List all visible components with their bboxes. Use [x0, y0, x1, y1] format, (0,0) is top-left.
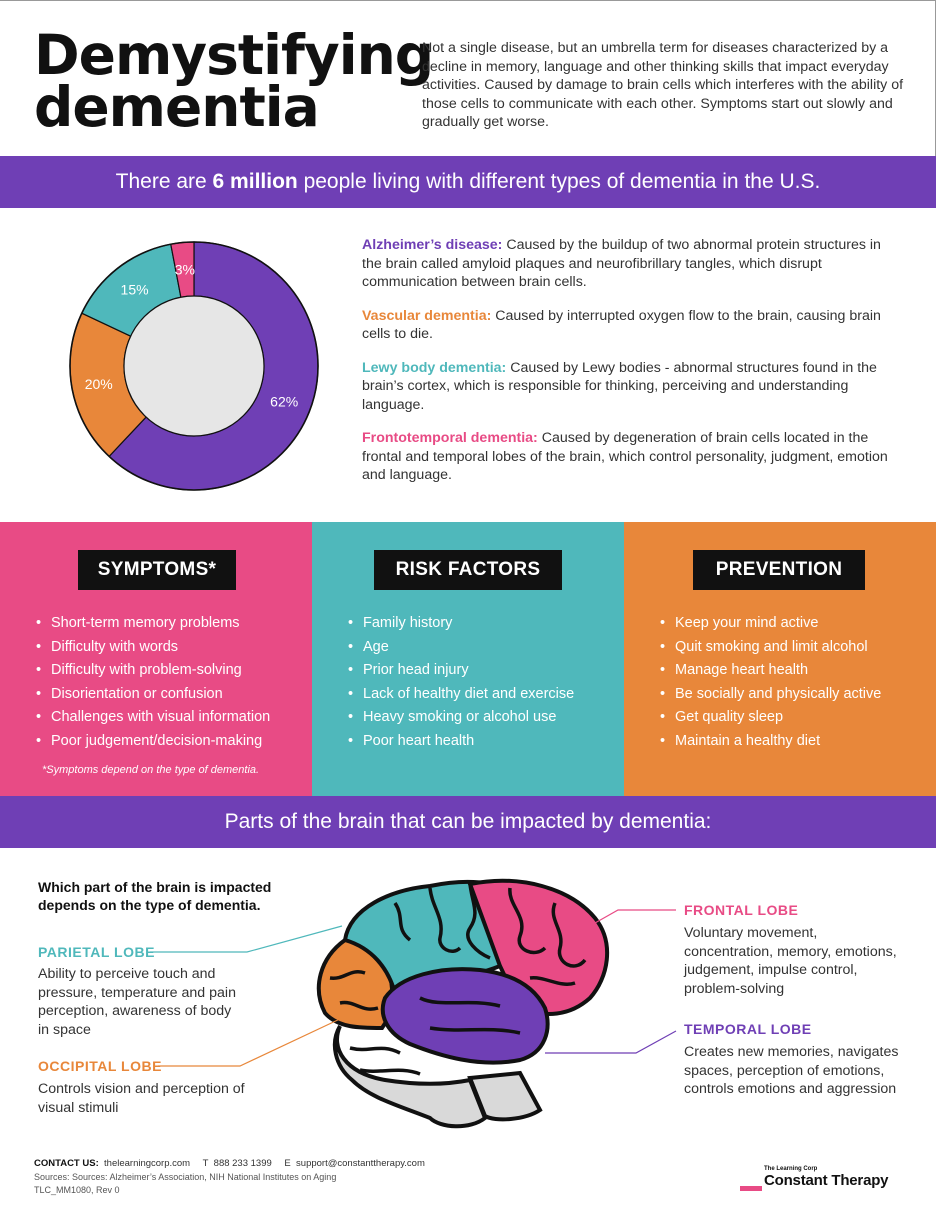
banner-prefix: There are — [115, 170, 213, 193]
title-line-1: Demystifying — [34, 23, 434, 87]
dementia-type-term: Frontotemporal dementia: — [362, 430, 538, 446]
dementia-type-item — [362, 236, 892, 292]
page-title — [34, 23, 434, 139]
prevention-item: • Be socially and physically active — [660, 683, 881, 707]
temporal-lobe-title: TEMPORAL LOBE — [684, 1021, 812, 1037]
symptom-item: • Poor judgement/decision-making — [36, 730, 270, 754]
prevention-item: • Keep your mind active — [660, 612, 881, 636]
sources-text: Sources: Sources: Alzheimer’s Association, NIH National Institutes on Aging — [34, 1172, 337, 1182]
temporal-leader — [545, 1031, 676, 1053]
symptom-item: • Challenges with visual information — [36, 706, 270, 730]
prevention-item: • Quit smoking and limit alcohol — [660, 636, 881, 660]
dementia-type-term: Vascular dementia: — [362, 307, 492, 324]
symptoms-list — [36, 612, 270, 754]
occipital-lobe-title: OCCIPITAL LOBE — [38, 1058, 162, 1074]
donut-slice-label: 62% — [270, 393, 299, 410]
banner-suffix: people living with different types of dementia in the U.S. — [297, 170, 821, 193]
risk-factor-item: • Heavy smoking or alcohol use — [348, 706, 574, 730]
frontal-lobe-title: FRONTAL LOBE — [684, 902, 799, 918]
frontal-leader — [595, 910, 676, 923]
brand-name: Constant Therapy — [764, 1172, 889, 1189]
symptom-item: • Short-term memory problems — [36, 612, 270, 636]
frontal-lobe-text: Voluntary movement, concentration, memory, emotions, judgement, impulse control, problem-solving — [684, 925, 897, 997]
risk-factors-heading: RISK FACTORS — [374, 550, 562, 590]
donut-slice-label: 15% — [120, 281, 149, 298]
title-line-2: dementia — [34, 75, 319, 139]
dementia-type-description: Caused by the buildup of two abnormal protein structures in the brain called amyloid plaques and neurofibrillary tangles, which disrupt communication between brain cells. — [362, 237, 881, 290]
prevention-heading: PREVENTION — [693, 550, 865, 590]
info-columns — [0, 522, 936, 796]
risk-factor-item: • Lack of healthy diet and exercise — [348, 683, 574, 707]
contact-label: CONTACT US: — [34, 1158, 99, 1169]
prevention-item: • Get quality sleep — [660, 706, 881, 730]
symptoms-heading: SYMPTOMS* — [78, 550, 236, 590]
contact-line — [34, 1158, 425, 1169]
dementia-type-description: Caused by interrupted oxygen flow to the brain, causing brain cells to die. — [362, 307, 881, 342]
dementia-type-term: Alzheimer’s disease: — [362, 237, 503, 253]
brain-section-banner: Parts of the brain that can be impacted by dementia: — [0, 796, 936, 848]
phone-number[interactable]: 888 233 1399 — [213, 1158, 272, 1169]
risk-factors-panel — [312, 522, 624, 796]
parietal-lobe-text: Ability to perceive touch and pressure, temperature and pain perception, awareness of body in space — [38, 966, 236, 1038]
temporal-lobe-shape — [383, 969, 548, 1062]
donut-slice-label: 3% — [174, 261, 195, 278]
symptoms-footnote: *Symptoms depend on the type of dementia. — [42, 764, 260, 776]
email-label: E — [284, 1158, 291, 1169]
dementia-type-item — [362, 307, 892, 344]
dementia-type-item — [362, 359, 892, 415]
donut-chart — [68, 240, 320, 492]
prevention-panel — [624, 522, 936, 796]
prevention-item: • Manage heart health — [660, 659, 881, 683]
intro-text: Not a single disease, but an umbrella term for diseases characterized by a decline in memory, language and other thinking skills that impact everyday activities. Caused by damage to brain cells which interferes with the ability of those cells to communicate with each other. Symptoms start out slowly and gradually get worse. — [422, 40, 904, 130]
donut-slice-label: 20% — [84, 376, 113, 393]
brain-question: Which part of the brain is impacted depends on the type of dementia. — [38, 879, 272, 913]
risk-factor-item: • Prior head injury — [348, 659, 574, 683]
parietal-lobe-title: PARIETAL LOBE — [38, 944, 155, 960]
dementia-type-term: Lewy body dementia: — [362, 359, 507, 376]
temporal-lobe-text: Creates new memories, navigates spaces, perception of emotions, controls emotions and aggression — [684, 1044, 899, 1097]
document-id: TLC_MM1080, Rev 0 — [34, 1185, 120, 1195]
website-link[interactable]: thelearningcorp.com — [104, 1158, 191, 1169]
dementia-types-list — [362, 236, 892, 500]
statistic-banner — [0, 156, 936, 208]
brand-parent-name: The Learning Corp — [764, 1166, 818, 1172]
dementia-type-description: Caused by degeneration of brain cells located in the frontal and temporal lobes of the brain, which control personality, judgment, emotion and language. — [362, 430, 888, 483]
risk-factor-item: • Poor heart health — [348, 730, 574, 754]
email-link[interactable]: support@constanttherapy.com — [296, 1158, 425, 1169]
parietal-leader — [150, 926, 342, 952]
brand-logo-bar — [740, 1186, 762, 1191]
phone-label: T — [202, 1158, 209, 1169]
prevention-item: • Maintain a healthy diet — [660, 730, 881, 754]
header — [0, 0, 936, 156]
dementia-type-item — [362, 429, 892, 485]
dementia-type-description: Caused by Lewy bodies - abnormal structures found in the brain’s cortex, which is responsible for thinking, perceiving and understanding language. — [362, 359, 877, 413]
donut-svg — [68, 240, 320, 492]
occipital-lobe-text: Controls vision and perception of visual stimuli — [38, 1081, 245, 1116]
symptom-item: • Difficulty with words — [36, 636, 270, 660]
banner-highlight: 6 million — [212, 170, 298, 193]
donut-hole — [124, 296, 264, 436]
symptoms-panel — [0, 522, 312, 796]
symptom-item: • Disorientation or confusion — [36, 683, 270, 707]
symptom-item: • Difficulty with problem-solving — [36, 659, 270, 683]
risk-factor-item: • Family history — [348, 612, 574, 636]
prevention-list — [660, 612, 881, 754]
risk-factor-item: • Age — [348, 636, 574, 660]
risk-factors-list — [348, 612, 574, 754]
